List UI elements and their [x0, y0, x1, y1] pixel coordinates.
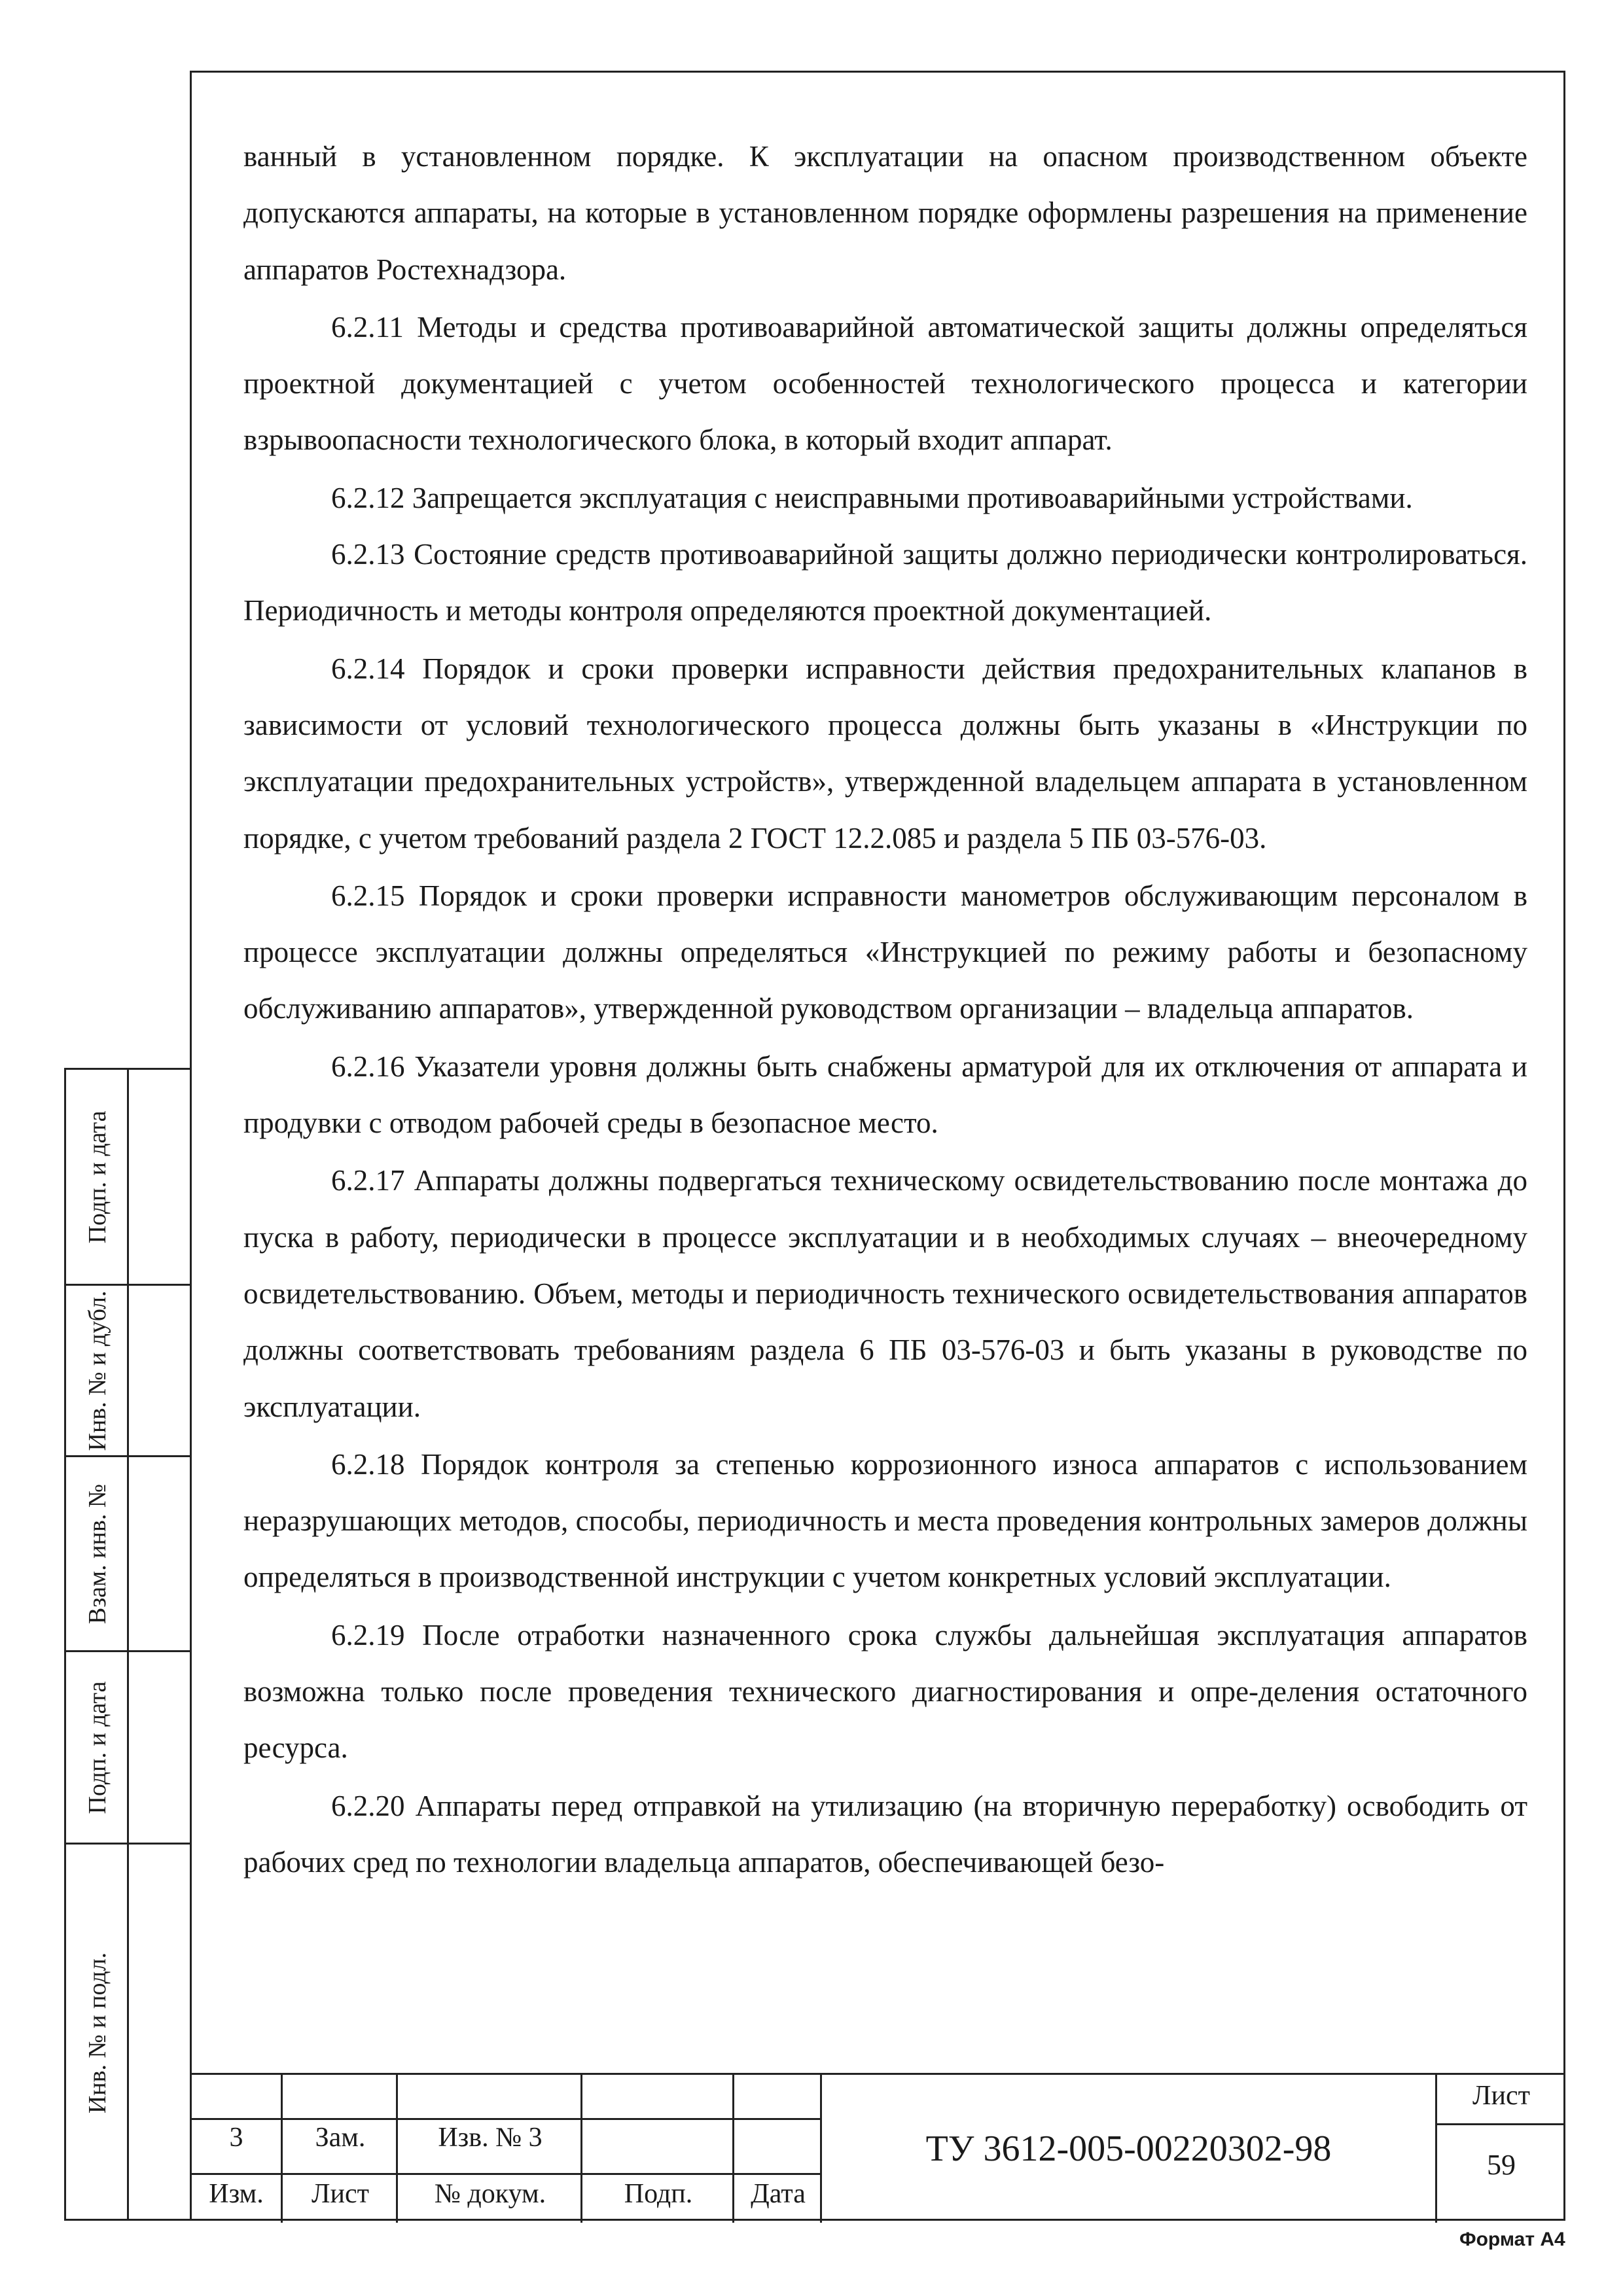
- paragraph-6-2-13: 6.2.13 Состояние средств противоаварийной защиты должно периодически контролироваться. Периодичность и методы контроля определяются проектной документацией.: [243, 538, 1527, 627]
- paragraph-6-2-16: 6.2.16 Указатели уровня должны быть снабжены арматурой для их отключения от аппарата и продувки с отводом рабочей среды в безопасное место.: [243, 1050, 1527, 1140]
- sheet-number: 59: [1487, 2149, 1516, 2181]
- paragraph-6-2-20: 6.2.20 Аппараты перед отправкой на утилизацию (на вторичную переработку) освободить от рабочих сред по технологии владельца аппаратов, обеспечивающей безо-: [243, 1789, 1527, 1879]
- side-label-replace-inv: Взам. инв. №: [84, 1483, 111, 1624]
- side-cell-inv-dupl: [66, 1286, 192, 1457]
- paragraph-6-2-18: 6.2.18 Порядок контроля за степенью коррозионного износа аппаратов с использованием неразрушающих методов, способы, периодичность и места проведения контрольных замеров должны определяться в производственной инструкции с учетом конкретных условий эксплуатации.: [243, 1447, 1527, 1594]
- paragraph-6-2-14: 6.2.14 Порядок и сроки проверки исправности действия предохранительных клапанов в зависимости от условий технологического процесса должны быть указаны в «Инструкции по эксплуатации предохранительных устройств», утвержденной владельцем аппарата в установленном порядке, с учетом требований раздела 2 ГОСТ 12.2.085 и раздела 5 ПБ 03-576-03.: [243, 652, 1527, 855]
- designation-text: ТУ 3612-005-00220302-98: [925, 2128, 1332, 2169]
- sheet-label: Лист: [1472, 2081, 1530, 2111]
- header-change: Изм.: [209, 2179, 264, 2209]
- paragraph-6-2-11: 6.2.11 Методы и средства противоаварийной автоматической защиты должны определяться проектной документацией с учетом особенностей технологического процесса и категории взрывоопасности технологического блока, в который входит аппарат.: [243, 310, 1527, 457]
- side-label-sign-date-2: Подп. и дата: [84, 1680, 111, 1814]
- paragraph-6-2-17: 6.2.17 Аппараты должны подвергаться техническому освидетельствованию после монтажа до пуска в работу, периодически в процессе эксплуатации и в необходимых случаях – внеочередному освидетельствованию. Объем, методы и периодичность технического освидетельствования аппаратов должны соответствовать требованиям раздела 6 ПБ 03-576-03 и быть указаны в руководстве по эксплуатации.: [243, 1164, 1527, 1423]
- side-cell-replace-inv: [66, 1457, 192, 1652]
- paragraph-6-2-15: 6.2.15 Порядок и сроки проверки исправности манометров обслуживающим персоналом в процессе эксплуатации должны определяться «Инструкцией по режиму работы и безопасному обслуживанию аппаратов», утвержденной руководством организации – владельца аппаратов.: [243, 879, 1527, 1025]
- revision-grid: [190, 2075, 822, 2223]
- side-cell-inv-orig: [66, 1845, 192, 2221]
- format-label: Формат А4: [1459, 2229, 1565, 2250]
- side-label-inv-orig: Инв. № и подл.: [84, 1952, 111, 2113]
- side-cell-sign-date-1: [66, 1070, 192, 1286]
- side-cell-sign-date-2: [66, 1652, 192, 1845]
- notice-number: Изв. № 3: [438, 2123, 543, 2153]
- document-designation: [822, 2075, 1437, 2223]
- title-block: [190, 2073, 1565, 2221]
- change-type: Зам.: [315, 2123, 366, 2153]
- side-stamp-strip: [64, 1068, 190, 2221]
- paragraph-continuation: ванный в установленном порядке. К эксплуатации на опасном производственном объекте допускаются аппараты, на которые в установленном порядке оформлены разрешения на применение аппаратов Ростехнадзора.: [243, 140, 1527, 286]
- document-body: [243, 128, 1527, 1890]
- header-sheet: Лист: [312, 2179, 369, 2209]
- sheet-box: [1437, 2075, 1565, 2223]
- side-label-inv-dupl: Инв. № и дубл.: [84, 1290, 111, 1451]
- paragraph-6-2-12: 6.2.12 Запрещается эксплуатация с неисправными противоаварийными устройствами.: [331, 481, 1413, 514]
- paragraph-6-2-19: 6.2.19 После отработки назначенного срока службы дальнейшая эксплуатация аппаратов возможна только после проведения технического диагностирования и опре-деления остаточного ресурса.: [243, 1618, 1527, 1765]
- change-number: 3: [229, 2123, 243, 2153]
- header-date: Дата: [751, 2179, 806, 2209]
- side-label-sign-date-1: Подп. и дата: [84, 1110, 111, 1244]
- header-signature: Подп.: [624, 2179, 693, 2209]
- header-document-number: № докум.: [434, 2179, 546, 2209]
